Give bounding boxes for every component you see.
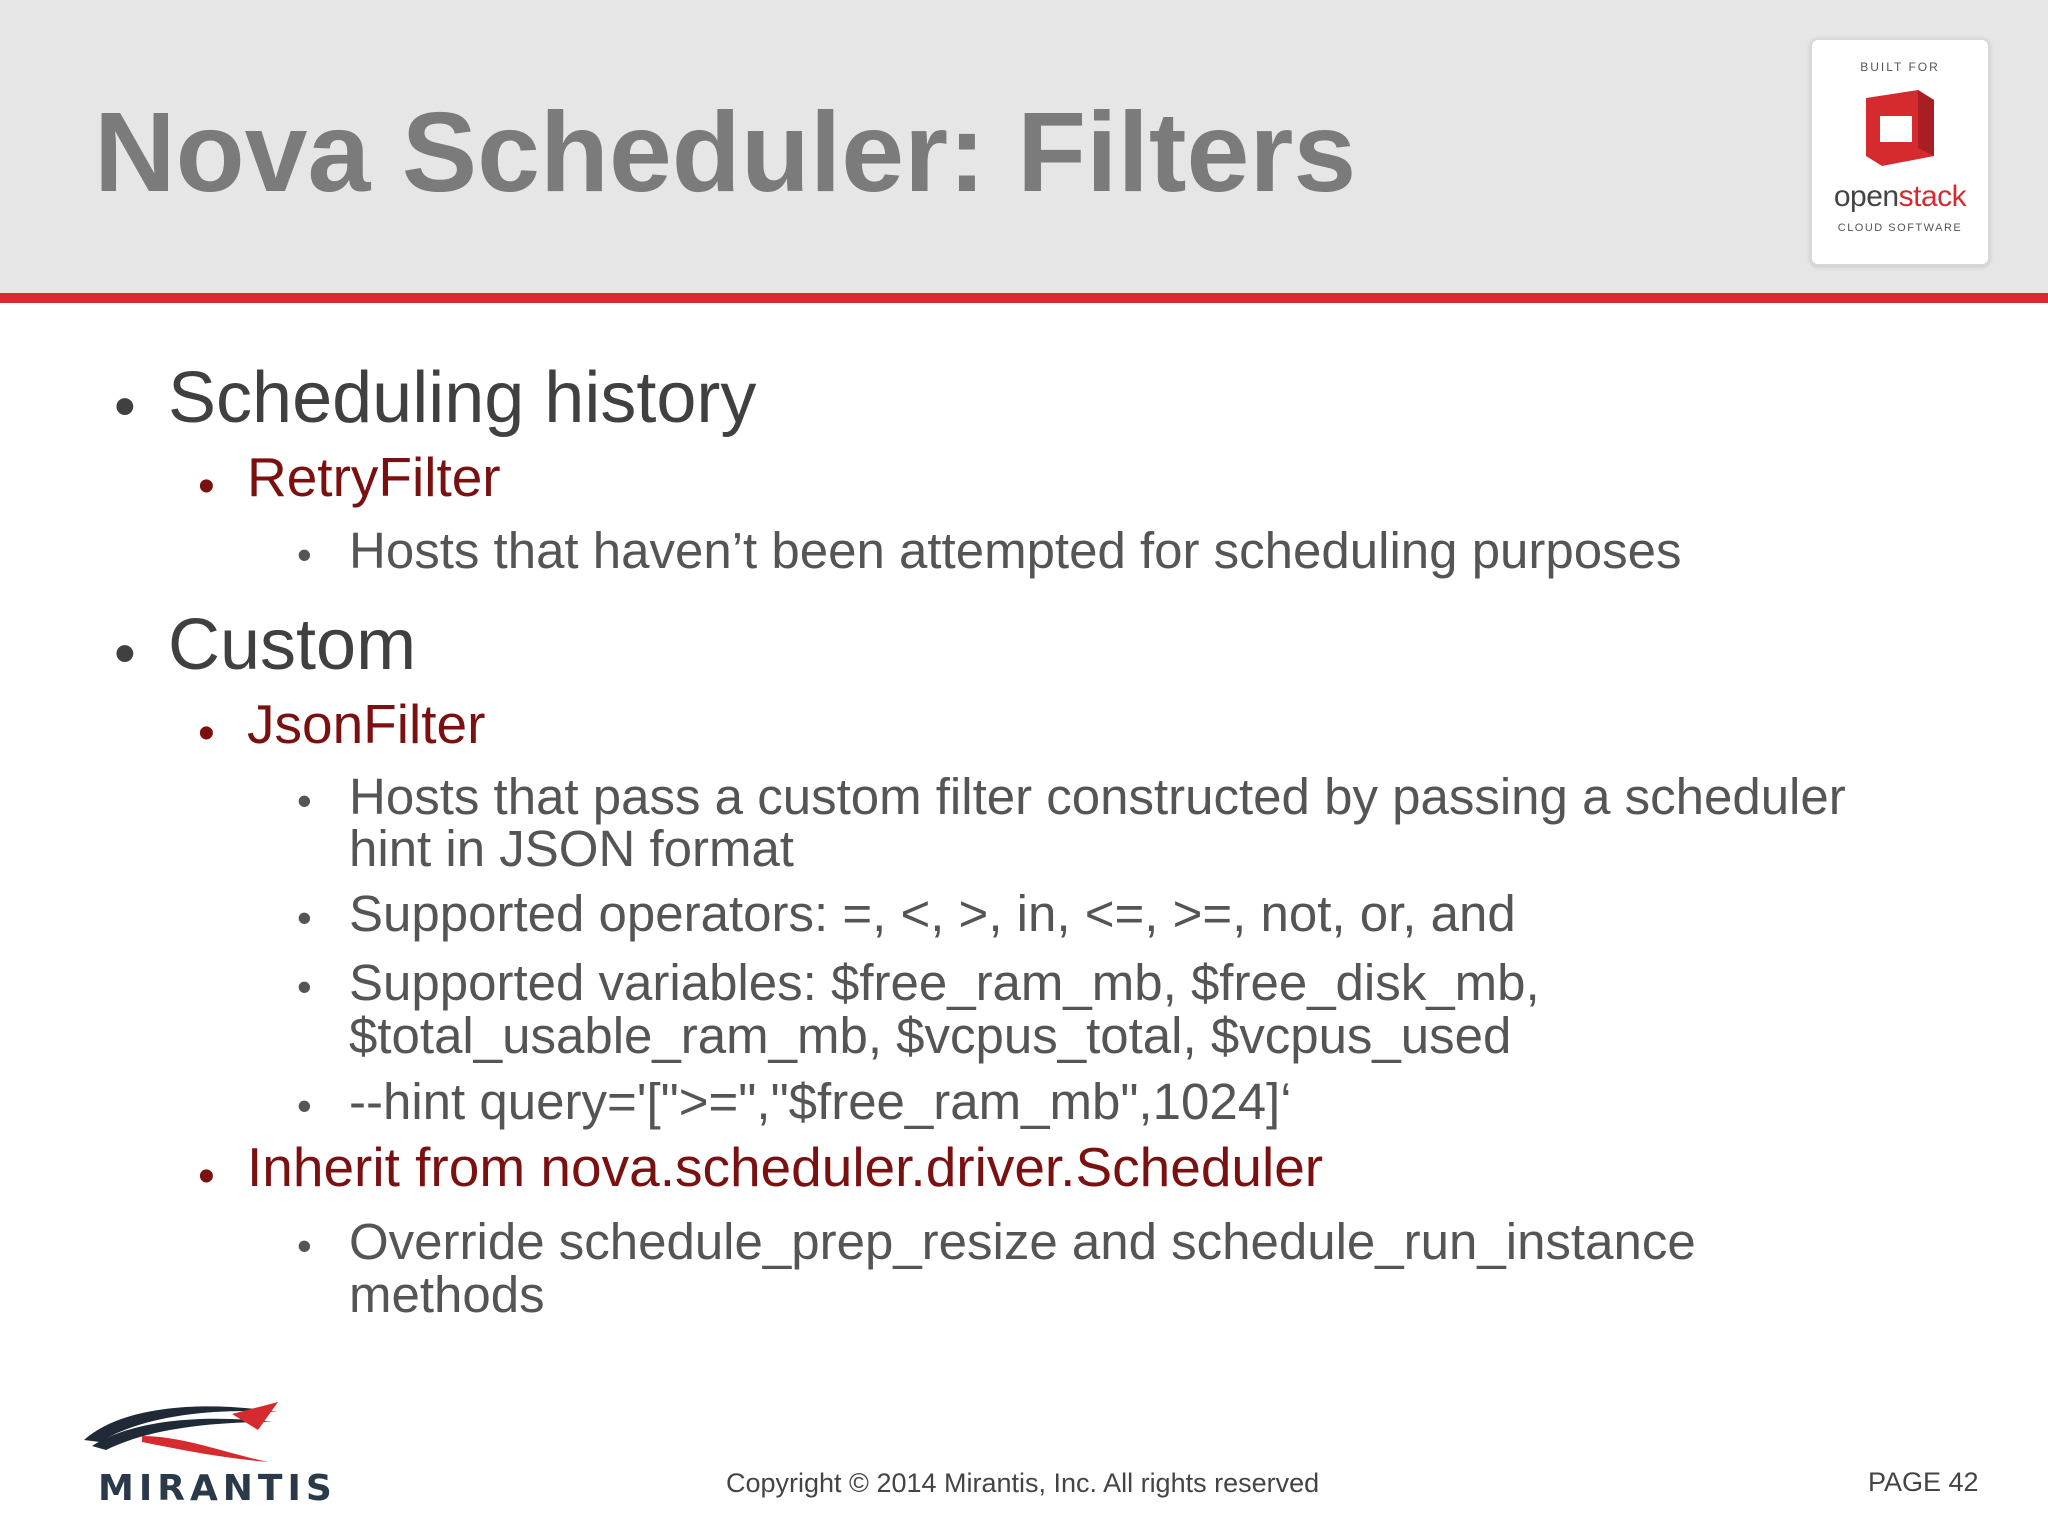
bullet-icon: • bbox=[114, 372, 136, 441]
logo-subtitle: CLOUD SOFTWARE bbox=[1837, 222, 1963, 234]
bullet-icon: • bbox=[297, 531, 312, 578]
logo-built-for: BUILT FOR bbox=[1860, 60, 1940, 74]
bullet-icon: • bbox=[297, 777, 312, 824]
logo-word-stack: stack bbox=[1898, 180, 1967, 213]
bullet-icon: • bbox=[297, 1222, 312, 1269]
list-item-continuation: hint in JSON format bbox=[349, 820, 794, 877]
bullet-icon: • bbox=[198, 460, 215, 513]
list-item: Supported operators: =, <, >, in, <=, >=, not, or, and bbox=[349, 885, 1516, 942]
list-item: Override schedule_prep_resize and schedule_run_instance bbox=[349, 1213, 1696, 1270]
list-item: JsonFilter bbox=[247, 693, 486, 755]
list-item: Scheduling history bbox=[168, 358, 757, 438]
list-item: RetryFilter bbox=[247, 446, 501, 508]
mirantis-logo bbox=[82, 1396, 337, 1509]
list-item: Supported variables: $free_ram_mb, $free_disk_mb, bbox=[349, 954, 1540, 1011]
bullet-icon: • bbox=[114, 619, 136, 688]
copyright-text: Copyright © 2014 Mirantis, Inc. All rights reserved bbox=[726, 1468, 1320, 1498]
mirantis-swoosh-icon bbox=[82, 1396, 282, 1476]
bullet-icon: • bbox=[198, 1150, 215, 1203]
list-item: Custom bbox=[168, 605, 417, 685]
list-item: --hint query='[">=","$free_ram_mb",1024]‘ bbox=[349, 1073, 1292, 1130]
bullet-icon: • bbox=[297, 963, 312, 1010]
list-item-continuation: $total_usable_ram_mb, $vcpus_total, $vcpus_used bbox=[349, 1007, 1512, 1064]
mirantis-wordmark: MIRANTIS bbox=[98, 1468, 337, 1509]
page-number: PAGE 42 bbox=[1868, 1467, 1979, 1497]
page-title: Nova Scheduler: Filters bbox=[94, 89, 1357, 215]
bullet-icon: • bbox=[297, 1082, 312, 1129]
list-item-continuation: methods bbox=[349, 1266, 545, 1323]
list-item: Hosts that pass a custom filter constructed by passing a scheduler bbox=[349, 768, 1846, 825]
logo-word-open: open bbox=[1833, 180, 1899, 213]
list-item: Hosts that haven’t been attempted for scheduling purposes bbox=[349, 522, 1682, 579]
list-item: Inherit from nova.scheduler.driver.Scheduler bbox=[247, 1136, 1324, 1198]
bullet-icon: • bbox=[297, 894, 312, 941]
bullet-icon: • bbox=[198, 707, 215, 760]
